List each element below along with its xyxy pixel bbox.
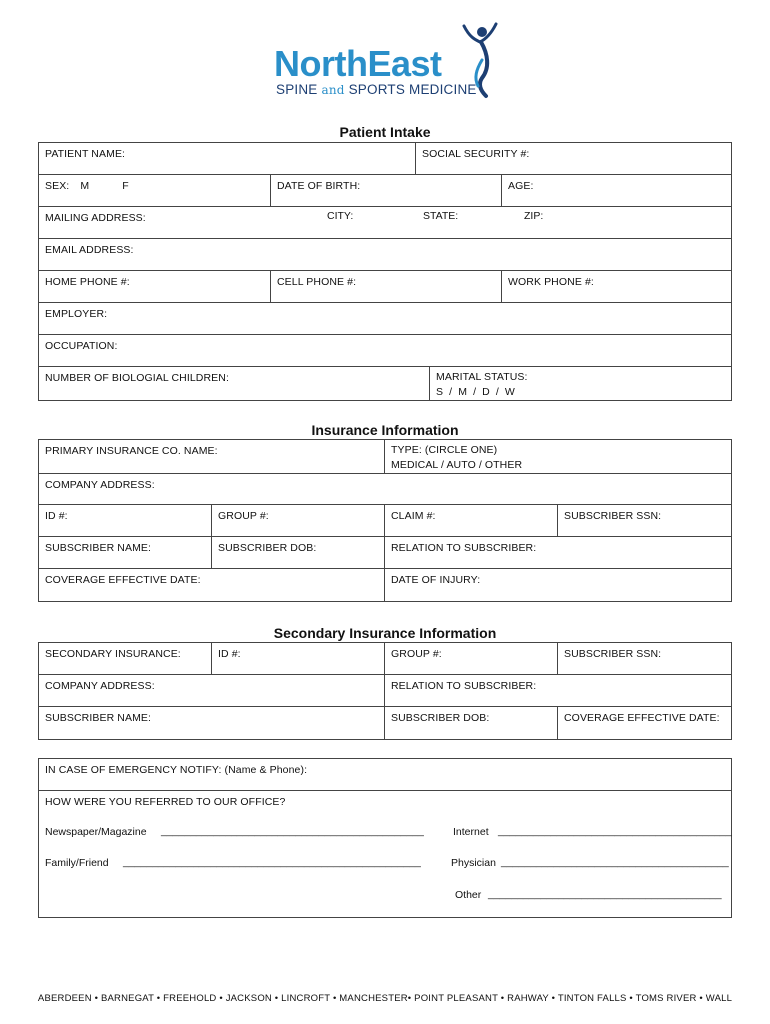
- subscriber-dob-label: SUBSCRIBER DOB:: [218, 542, 317, 554]
- insurance-type-options[interactable]: MEDICAL / AUTO / OTHER: [391, 459, 523, 471]
- secondary-company-address-label: COMPANY ADDRESS:: [45, 680, 155, 692]
- referral-physician-line[interactable]: _______________________________________: [501, 856, 729, 868]
- email-field[interactable]: [38, 238, 732, 271]
- dob-label: DATE OF BIRTH:: [277, 180, 361, 192]
- primary-insurance-label: PRIMARY INSURANCE CO. NAME:: [45, 445, 218, 457]
- marital-status-options[interactable]: S / M / D / W: [436, 386, 515, 398]
- referral-newspaper-label: Newspaper/Magazine: [45, 826, 147, 838]
- insurance-title: Insurance Information: [311, 422, 459, 438]
- secondary-insurance-field[interactable]: [38, 642, 212, 675]
- patient-name-label: PATIENT NAME:: [45, 148, 126, 160]
- referral-physician-label: Physician: [451, 857, 496, 869]
- id-label: ID #:: [45, 510, 68, 522]
- cell-phone-field[interactable]: [270, 270, 502, 303]
- subscriber-ssn-label: SUBSCRIBER SSN:: [564, 510, 662, 522]
- company-address-field[interactable]: [38, 473, 732, 505]
- secondary-subscriber-ssn-field[interactable]: [557, 642, 732, 675]
- patient-name-field[interactable]: [38, 142, 416, 175]
- coverage-date-field[interactable]: [38, 568, 385, 602]
- logo-sub-and: and: [321, 83, 345, 97]
- claim-field[interactable]: [384, 504, 558, 537]
- sex-option-f[interactable]: F: [122, 180, 129, 192]
- logo-sub-spine: SPINE: [276, 82, 318, 97]
- referral-newspaper-line[interactable]: _____________________________________________: [161, 825, 424, 837]
- secondary-subscriber-dob-label: SUBSCRIBER DOB:: [391, 712, 490, 724]
- secondary-group-field[interactable]: [384, 642, 558, 675]
- insurance-type-label: TYPE: (CIRCLE ONE): [391, 444, 498, 456]
- emergency-contact-field[interactable]: [38, 758, 732, 791]
- work-phone-field[interactable]: [501, 270, 732, 303]
- cell-phone-label: CELL PHONE #:: [277, 276, 357, 288]
- children-label: NUMBER OF BIOLOGIAL CHILDREN:: [45, 372, 229, 384]
- secondary-subscriber-name-field[interactable]: [38, 706, 385, 740]
- marital-status-field[interactable]: [429, 366, 732, 401]
- insurance-type-field[interactable]: [384, 439, 732, 474]
- mailing-address-field[interactable]: [38, 206, 732, 239]
- subscriber-ssn-field[interactable]: [557, 504, 732, 537]
- secondary-coverage-date-field[interactable]: [557, 706, 732, 740]
- emergency-contact-label: IN CASE OF EMERGENCY NOTIFY: (Name & Phone):: [45, 764, 308, 776]
- primary-insurance-field[interactable]: [38, 439, 385, 474]
- work-phone-label: WORK PHONE #:: [508, 276, 594, 288]
- dob-field[interactable]: [270, 174, 502, 207]
- secondary-id-label: ID #:: [218, 648, 241, 660]
- secondary-group-label: GROUP #:: [391, 648, 442, 660]
- sex-label: SEX:: [45, 180, 70, 192]
- coverage-date-label: COVERAGE EFFECTIVE DATE:: [45, 574, 201, 586]
- logo-sub-rest: SPORTS MEDICINE: [348, 82, 477, 97]
- children-field[interactable]: [38, 366, 430, 401]
- ssn-label: SOCIAL SECURITY #:: [422, 148, 530, 160]
- referral-family-label: Family/Friend: [45, 857, 109, 869]
- home-phone-field[interactable]: [38, 270, 271, 303]
- mailing-address-label: MAILING ADDRESS:: [45, 212, 146, 224]
- city-label: CITY:: [327, 210, 354, 222]
- injury-date-label: DATE OF INJURY:: [391, 574, 481, 586]
- secondary-id-field[interactable]: [211, 642, 385, 675]
- occupation-field[interactable]: [38, 334, 732, 367]
- sex-option-m[interactable]: M: [80, 180, 90, 192]
- secondary-relation-label: RELATION TO SUBSCRIBER:: [391, 680, 537, 692]
- referral-family-line[interactable]: ___________________________________________________: [123, 856, 421, 868]
- secondary-subscriber-name-label: SUBSCRIBER NAME:: [45, 712, 152, 724]
- secondary-subscriber-dob-field[interactable]: [384, 706, 558, 740]
- referral-internet-line[interactable]: ________________________________________: [498, 825, 732, 837]
- secondary-company-address-field[interactable]: [38, 674, 385, 707]
- subscriber-name-field[interactable]: [38, 536, 212, 569]
- age-field[interactable]: [501, 174, 732, 207]
- company-address-label: COMPANY ADDRESS:: [45, 479, 155, 491]
- secondary-relation-field[interactable]: [384, 674, 732, 707]
- referral-internet-label: Internet: [453, 826, 489, 838]
- group-field[interactable]: [211, 504, 385, 537]
- referral-other-line[interactable]: ________________________________________: [488, 888, 722, 900]
- ssn-field[interactable]: [415, 142, 732, 175]
- sex-field[interactable]: [38, 174, 271, 207]
- logo-subtitle: [276, 82, 477, 98]
- email-label: EMAIL ADDRESS:: [45, 244, 134, 256]
- age-label: AGE:: [508, 180, 534, 192]
- marital-status-label: MARITAL STATUS:: [436, 371, 528, 383]
- employer-label: EMPLOYER:: [45, 308, 108, 320]
- patient-intake-title: Patient Intake: [339, 124, 431, 140]
- office-locations-footer: ABERDEEN • BARNEGAT • FREEHOLD • JACKSON • LINCROFT • MANCHESTER• POINT PLEASANT • RAHWAY • TINTON FALLS • TOMS RIVER • WALL: [37, 993, 733, 1004]
- claim-label: CLAIM #:: [391, 510, 436, 522]
- relation-field[interactable]: [384, 536, 732, 569]
- subscriber-dob-field[interactable]: [211, 536, 385, 569]
- relation-label: RELATION TO SUBSCRIBER:: [391, 542, 537, 554]
- zip-label: ZIP:: [524, 210, 544, 222]
- secondary-subscriber-ssn-label: SUBSCRIBER SSN:: [564, 648, 662, 660]
- employer-field[interactable]: [38, 302, 732, 335]
- referral-other-label: Other: [455, 889, 482, 901]
- subscriber-name-label: SUBSCRIBER NAME:: [45, 542, 152, 554]
- home-phone-label: HOME PHONE #:: [45, 276, 130, 288]
- secondary-coverage-date-label: COVERAGE EFFECTIVE DATE:: [564, 712, 720, 724]
- referral-question: HOW WERE YOU REFERRED TO OUR OFFICE?: [45, 796, 286, 808]
- athlete-logo-icon: [460, 20, 500, 100]
- injury-date-field[interactable]: [384, 568, 732, 602]
- group-label: GROUP #:: [218, 510, 269, 522]
- secondary-insurance-title: Secondary Insurance Information: [273, 625, 497, 641]
- occupation-label: OCCUPATION:: [45, 340, 118, 352]
- id-field[interactable]: [38, 504, 212, 537]
- state-label: STATE:: [423, 210, 459, 222]
- secondary-insurance-label: SECONDARY INSURANCE:: [45, 648, 181, 660]
- logo-wordmark: NorthEast: [274, 43, 442, 84]
